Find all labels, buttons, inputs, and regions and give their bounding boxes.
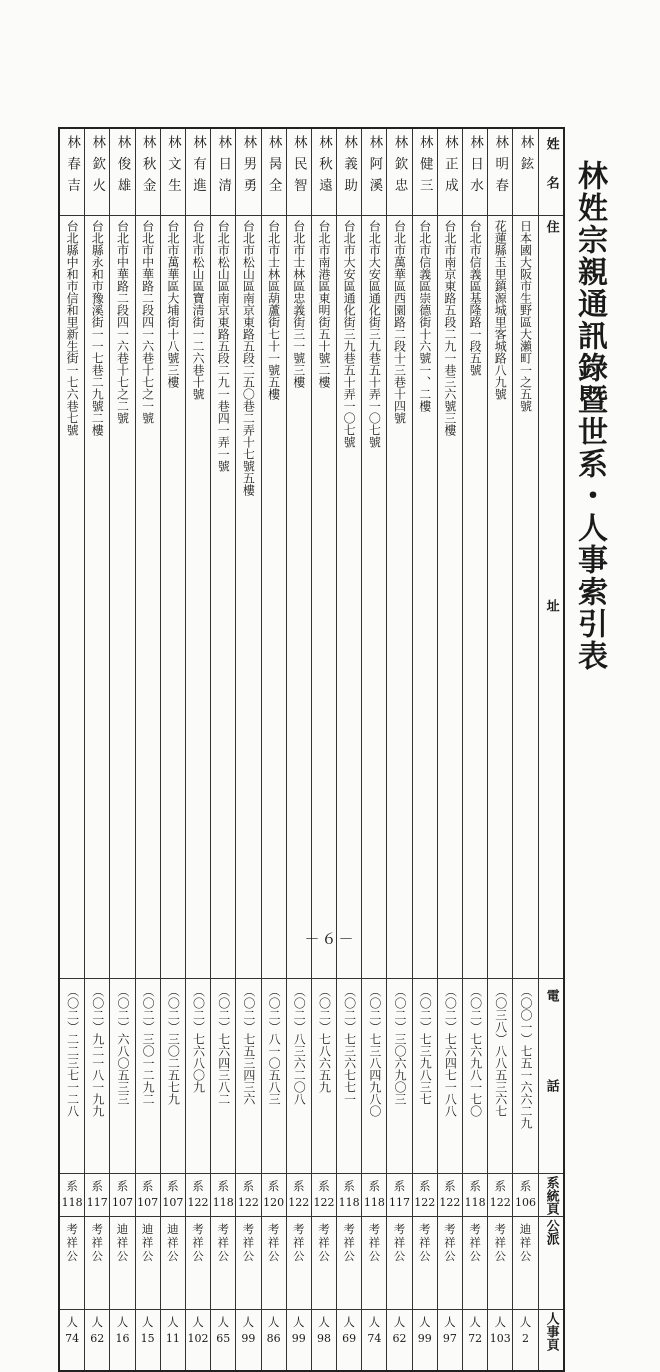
phone-cell [160,979,185,1174]
branch-cell [412,1217,437,1310]
name-cell [261,128,286,216]
personnel-page-cell-prefix: 人 [442,1316,457,1330]
personnel-page-cell [160,1310,185,1372]
address-cell [85,216,110,979]
branch-cell [463,1217,488,1310]
personnel-page-cell-prefix: 人 [115,1316,130,1330]
header-personnel-page [538,1310,564,1372]
address-cell [160,216,185,979]
phone-cell [59,979,85,1174]
row-branch [59,1217,564,1310]
branch-cell [160,1217,185,1310]
name-cell [362,128,387,216]
personnel-page-cell-number: 65 [216,1331,231,1345]
phone-cell-text: （〇二）九二一八一九九 [90,985,105,1117]
address-cell-text: 台北市士林區葫蘆街七十一號五樓 [266,220,281,400]
branch-cell-text: 考祥公 [266,1223,281,1264]
personnel-page-cell-prefix: 人 [216,1316,231,1330]
name-cell-text: 林明春 [492,135,509,200]
personnel-page-cell [185,1310,210,1372]
name-cell [463,128,488,216]
genealogy-page-cell-number: 118 [338,1195,360,1209]
genealogy-page-cell [488,1174,513,1217]
address-cell [488,216,513,979]
phone-cell [463,979,488,1174]
personnel-page-cell-prefix: 人 [367,1316,382,1330]
name-cell [412,128,437,216]
personnel-page-cell-prefix: 人 [65,1316,80,1330]
personnel-page-cell [387,1310,412,1372]
genealogy-page-cell-number: 122 [313,1195,335,1209]
genealogy-page-cell-prefix: 系 [241,1180,256,1194]
name-cell-text: 林俊雄 [114,135,131,200]
address-cell [211,216,236,979]
phone-cell-text: （〇二）六八〇五三三 [115,985,130,1105]
genealogy-page-cell-number: 122 [288,1195,310,1209]
address-cell [437,216,462,979]
phone-cell [337,979,362,1174]
phone-cell [488,979,513,1174]
phone-cell-text: （〇二）七三九八三七 [418,985,433,1105]
genealogy-page-cell [59,1174,85,1217]
genealogy-page-cell [387,1174,412,1217]
name-cell-text: 林日清 [215,135,232,200]
branch-cell-text: 考祥公 [468,1223,483,1264]
genealogy-page-cell-prefix: 系 [367,1180,382,1194]
genealogy-page-cell-number: 107 [162,1195,184,1209]
branch-cell [211,1217,236,1310]
personnel-page-cell-prefix: 人 [266,1316,281,1330]
address-cell-text: 花蓮縣玉里鎮源城里客城路八九號 [493,220,508,400]
genealogy-page-cell-number: 122 [237,1195,259,1209]
address-cell [261,216,286,979]
genealogy-page-cell-prefix: 系 [191,1180,206,1194]
address-cell [236,216,261,979]
genealogy-page-cell [135,1174,160,1217]
branch-cell [387,1217,412,1310]
branch-cell [110,1217,135,1310]
personnel-page-cell-prefix: 人 [90,1316,105,1330]
personnel-page-cell-prefix: 人 [165,1316,180,1330]
name-cell [311,128,336,216]
personnel-page-cell [513,1310,538,1372]
branch-cell-text: 考祥公 [216,1223,231,1264]
personnel-page-cell-number: 102 [187,1331,209,1345]
personnel-page-cell [261,1310,286,1372]
address-cell-text: 台北縣永和市豫溪街一一七巷二九號二樓 [90,220,105,436]
name-cell-text: 林春吉 [64,135,81,200]
personnel-page-cell-prefix: 人 [468,1316,483,1330]
row-genealogy-page [59,1174,564,1217]
header-phone-text: 電話 [543,989,559,1169]
address-cell-text: 台北市大安區通化街三九巷五十弄一〇七號 [342,220,357,448]
branch-cell-text: 考祥公 [65,1223,80,1264]
branch-cell [311,1217,336,1310]
genealogy-page-cell-number: 117 [389,1195,411,1209]
personnel-page-cell-prefix: 人 [518,1316,533,1330]
name-cell-text: 林有進 [190,135,207,200]
header-genealogy-page-text: 系統頁 [543,1176,559,1215]
personnel-page-cell-number: 72 [468,1331,483,1345]
phone-cell [437,979,462,1174]
personnel-page-cell-prefix: 人 [342,1316,357,1330]
branch-cell-text: 迪祥公 [165,1223,180,1264]
phone-cell [311,979,336,1174]
personnel-page-cell [59,1310,85,1372]
genealogy-page-cell [437,1174,462,1217]
row-name [59,128,564,216]
phone-cell-text: （〇二）七五三四三六 [241,985,256,1105]
genealogy-page-cell-number: 118 [212,1195,234,1209]
phone-cell-text: （〇二）七三八四九八〇 [367,985,382,1117]
branch-cell [337,1217,362,1310]
name-cell [160,128,185,216]
branch-cell [185,1217,210,1310]
phone-cell-text: （〇二）七六四三八二 [216,985,231,1105]
branch-cell-text: 考祥公 [342,1223,357,1264]
phone-cell-text: （〇二）三〇六九〇三 [393,985,408,1105]
branch-cell [59,1217,85,1310]
branch-cell-text: 考祥公 [442,1223,457,1264]
personnel-page-cell [211,1310,236,1372]
branch-cell-text: 考祥公 [316,1223,331,1264]
phone-cell [286,979,311,1174]
personnel-page-cell-prefix: 人 [417,1316,432,1330]
name-cell-text: 林昺全 [265,135,282,200]
name-cell [59,128,85,216]
address-cell [185,216,210,979]
personnel-page-cell-number: 2 [521,1331,529,1345]
header-name-text: 姓名 [543,137,559,215]
index-table [58,127,565,1372]
name-cell [286,128,311,216]
personnel-page-cell-prefix: 人 [392,1316,407,1330]
name-cell [185,128,210,216]
genealogy-page-cell [110,1174,135,1217]
branch-cell-text: 考祥公 [392,1223,407,1264]
genealogy-page-cell-number: 120 [263,1195,285,1209]
phone-cell-text: （〇二）三〇二五七九 [166,985,181,1105]
header-branch [538,1217,564,1310]
address-cell [513,216,538,979]
genealogy-page-cell-number: 118 [464,1195,486,1209]
personnel-page-cell [463,1310,488,1372]
genealogy-page-cell-prefix: 系 [468,1180,483,1194]
genealogy-page-cell-number: 122 [489,1195,511,1209]
row-phone [59,979,564,1174]
phone-cell [513,979,538,1174]
address-cell [387,216,412,979]
genealogy-page-cell-number: 118 [61,1195,83,1209]
genealogy-page-cell-prefix: 系 [342,1180,357,1194]
genealogy-page-cell [311,1174,336,1217]
name-cell-text: 林文生 [164,135,181,200]
branch-cell [362,1217,387,1310]
personnel-page-cell-number: 98 [316,1331,331,1345]
phone-cell-text: （〇二）七六四七一八八 [443,985,458,1117]
genealogy-page-cell-number: 122 [439,1195,461,1209]
phone-cell-text: （〇二）七三六七七一 [342,985,357,1105]
personnel-page-cell [311,1310,336,1372]
name-cell [85,128,110,216]
branch-cell [513,1217,538,1310]
page-number: －６－ [304,930,356,948]
personnel-page-cell-number: 97 [442,1331,457,1345]
genealogy-page-cell-prefix: 系 [140,1180,155,1194]
address-cell-text: 台北市中華路二段四一六巷十七之一號 [140,220,155,424]
phone-cell [185,979,210,1174]
name-cell [135,128,160,216]
personnel-page-cell [85,1310,110,1372]
branch-cell-text: 迪祥公 [115,1223,130,1264]
branch-cell-text: 考祥公 [367,1223,382,1264]
header-name [538,128,564,216]
personnel-page-cell-number: 86 [266,1331,281,1345]
personnel-page-cell-prefix: 人 [140,1316,155,1330]
branch-cell-text: 考祥公 [191,1223,206,1264]
address-cell-text: 台北市松山區寶清街一二六巷十號 [191,220,206,400]
row-personnel-page [59,1310,564,1372]
address-cell [311,216,336,979]
name-cell-text: 林健三 [416,135,433,200]
name-cell-text: 林義助 [341,135,358,200]
genealogy-page-cell-prefix: 系 [392,1180,407,1194]
phone-cell [261,979,286,1174]
personnel-page-cell-number: 15 [140,1331,155,1345]
personnel-page-cell-prefix: 人 [316,1316,331,1330]
genealogy-page-cell-prefix: 系 [266,1180,281,1194]
personnel-page-cell-number: 74 [65,1331,80,1345]
genealogy-page-cell [85,1174,110,1217]
branch-cell [135,1217,160,1310]
personnel-page-cell [110,1310,135,1372]
genealogy-page-cell [337,1174,362,1217]
name-cell-text: 林欽火 [89,135,106,200]
branch-cell [85,1217,110,1310]
phone-cell [135,979,160,1174]
personnel-page-cell [337,1310,362,1372]
name-cell [488,128,513,216]
address-cell-text: 台北市南京東路五段二九一巷三六號三樓 [442,220,457,436]
genealogy-page-cell-number: 107 [111,1195,133,1209]
genealogy-page-cell-number: 122 [414,1195,436,1209]
phone-cell-text: （〇三八）八八五三六七 [493,985,508,1117]
personnel-page-cell-number: 103 [489,1331,511,1345]
personnel-page-cell-prefix: 人 [493,1316,508,1330]
personnel-page-cell [236,1310,261,1372]
name-cell-text: 林民智 [290,135,307,200]
address-cell [59,216,85,979]
address-cell-text: 台北市南港區東明街五十號二樓 [316,220,331,388]
genealogy-page-cell-prefix: 系 [65,1180,80,1194]
genealogy-page-cell [412,1174,437,1217]
personnel-page-cell [437,1310,462,1372]
genealogy-page-cell-prefix: 系 [493,1180,508,1194]
genealogy-page-cell [463,1174,488,1217]
phone-cell-text: （〇二）二二三七一二八 [65,985,80,1117]
branch-cell [261,1217,286,1310]
branch-cell-text: 考祥公 [417,1223,432,1264]
phone-cell-text: （〇二）八一〇五八三 [267,985,282,1105]
branch-cell-text: 考祥公 [493,1223,508,1264]
personnel-page-cell [488,1310,513,1372]
address-cell-text: 台北市信義區基隆路一段五號 [468,220,483,376]
header-branch-text: 公派 [543,1219,559,1245]
genealogy-page-cell [261,1174,286,1217]
name-cell-text: 林欽忠 [391,135,408,200]
personnel-page-cell-prefix: 人 [291,1316,306,1330]
branch-cell-text: 考祥公 [291,1223,306,1264]
header-personnel-page-text: 人事頁 [543,1312,559,1351]
branch-cell-text: 考祥公 [241,1223,256,1264]
phone-cell [110,979,135,1174]
genealogy-page-cell [236,1174,261,1217]
address-cell [286,216,311,979]
address-cell-text: 日本國大阪市生野區大瀨町一之五號 [518,220,533,412]
personnel-page-cell-number: 74 [367,1331,382,1345]
phone-cell [236,979,261,1174]
branch-cell [488,1217,513,1310]
genealogy-page-cell-prefix: 系 [442,1180,457,1194]
name-cell-text: 林男勇 [240,135,257,200]
header-genealogy-page [538,1174,564,1217]
address-cell [362,216,387,979]
phone-cell [85,979,110,1174]
personnel-page-cell-number: 99 [291,1331,306,1345]
phone-cell [387,979,412,1174]
genealogy-page-cell-prefix: 系 [417,1180,432,1194]
genealogy-page-cell-number: 122 [187,1195,209,1209]
name-cell [211,128,236,216]
phone-cell-text: （〇〇一）七五一六六二九 [518,985,533,1129]
genealogy-page-cell [362,1174,387,1217]
personnel-page-cell-number: 99 [417,1331,432,1345]
genealogy-page-cell-number: 107 [137,1195,159,1209]
personnel-page-cell [135,1310,160,1372]
genealogy-page-cell-number: 117 [86,1195,108,1209]
genealogy-page-cell-prefix: 系 [216,1180,231,1194]
branch-cell-text: 迪祥公 [518,1223,533,1264]
header-address-text: 住址 [543,220,559,978]
genealogy-page-cell-number: 106 [514,1195,536,1209]
branch-cell-text: 迪祥公 [140,1223,155,1264]
address-cell-text: 台北市士林區忠義街三一號三樓 [291,220,306,388]
address-cell [135,216,160,979]
genealogy-page-cell-prefix: 系 [316,1180,331,1194]
address-cell [412,216,437,979]
personnel-page-cell-number: 16 [115,1331,130,1345]
name-cell-text: 林鉉 [517,135,534,178]
row-address [59,216,564,979]
personnel-page-cell-number: 62 [90,1331,105,1345]
genealogy-page-cell [286,1174,311,1217]
name-cell-text: 林秋遠 [315,135,332,200]
branch-cell-text: 考祥公 [90,1223,105,1264]
genealogy-page-cell [160,1174,185,1217]
address-cell [110,216,135,979]
personnel-page-cell-prefix: 人 [241,1316,256,1330]
personnel-page-cell-number: 69 [342,1331,357,1345]
phone-cell-text: （〇二）七六八〇九 [191,985,206,1093]
header-phone [538,979,564,1174]
genealogy-page-cell-prefix: 系 [115,1180,130,1194]
name-cell [513,128,538,216]
genealogy-page-cell-prefix: 系 [518,1180,533,1194]
genealogy-page-cell-prefix: 系 [291,1180,306,1194]
address-cell-text: 台北市松山區南京東路五段二五〇巷二弄十七號五樓 [241,220,256,496]
genealogy-page-cell [211,1174,236,1217]
genealogy-page-cell-prefix: 系 [90,1180,105,1194]
personnel-page-cell [362,1310,387,1372]
name-cell [110,128,135,216]
genealogy-page-cell [513,1174,538,1217]
name-cell [337,128,362,216]
name-cell [236,128,261,216]
phone-cell [412,979,437,1174]
personnel-page-cell-number: 99 [241,1331,256,1345]
phone-cell-text: （〇二）八三六二〇八 [292,985,307,1105]
address-cell-text: 台北市大安區通化街三九巷五十弄一〇七號 [367,220,382,448]
address-cell [463,216,488,979]
address-cell-text: 台北市萬華區大埔街十八號三樓 [165,220,180,388]
genealogy-page-cell-prefix: 系 [165,1180,180,1194]
page-title: 林姓宗親通訊錄暨世系・人事索引表 [572,160,607,672]
name-cell-text: 林正成 [441,135,458,200]
address-cell-text: 台北市信義區崇德街十六號一、二樓 [417,220,432,412]
genealogy-page-cell-number: 118 [363,1195,385,1209]
name-cell-text: 林阿溪 [366,135,383,200]
branch-cell [437,1217,462,1310]
phone-cell [362,979,387,1174]
phone-cell-text: （〇二）七六九八一七〇 [468,985,483,1117]
name-cell-text: 林日水 [467,135,484,200]
header-address [538,216,564,979]
address-cell-text: 台北縣中和市信和里新生街一七六巷七號 [65,220,80,436]
address-cell-text: 台北市松山區南京東路五段二九一巷四一弄一號 [216,220,231,472]
name-cell [387,128,412,216]
address-cell-text: 台北市萬華區西園路二段十三巷十四號 [392,220,407,424]
phone-cell-text: （〇二）三〇一二九二 [141,985,156,1105]
personnel-page-cell-prefix: 人 [191,1316,206,1330]
phone-cell [211,979,236,1174]
name-cell [437,128,462,216]
address-cell-text: 台北市中華路二段四一六巷十七之二號 [115,220,130,424]
personnel-page-cell [412,1310,437,1372]
genealogy-page-cell [185,1174,210,1217]
personnel-page-cell [286,1310,311,1372]
phone-cell-text: （〇二）七八六五九 [317,985,332,1093]
personnel-page-cell-number: 11 [165,1331,180,1345]
branch-cell [236,1217,261,1310]
branch-cell [286,1217,311,1310]
address-cell [337,216,362,979]
name-cell-text: 林秋金 [139,135,156,200]
personnel-page-cell-number: 62 [392,1331,407,1345]
